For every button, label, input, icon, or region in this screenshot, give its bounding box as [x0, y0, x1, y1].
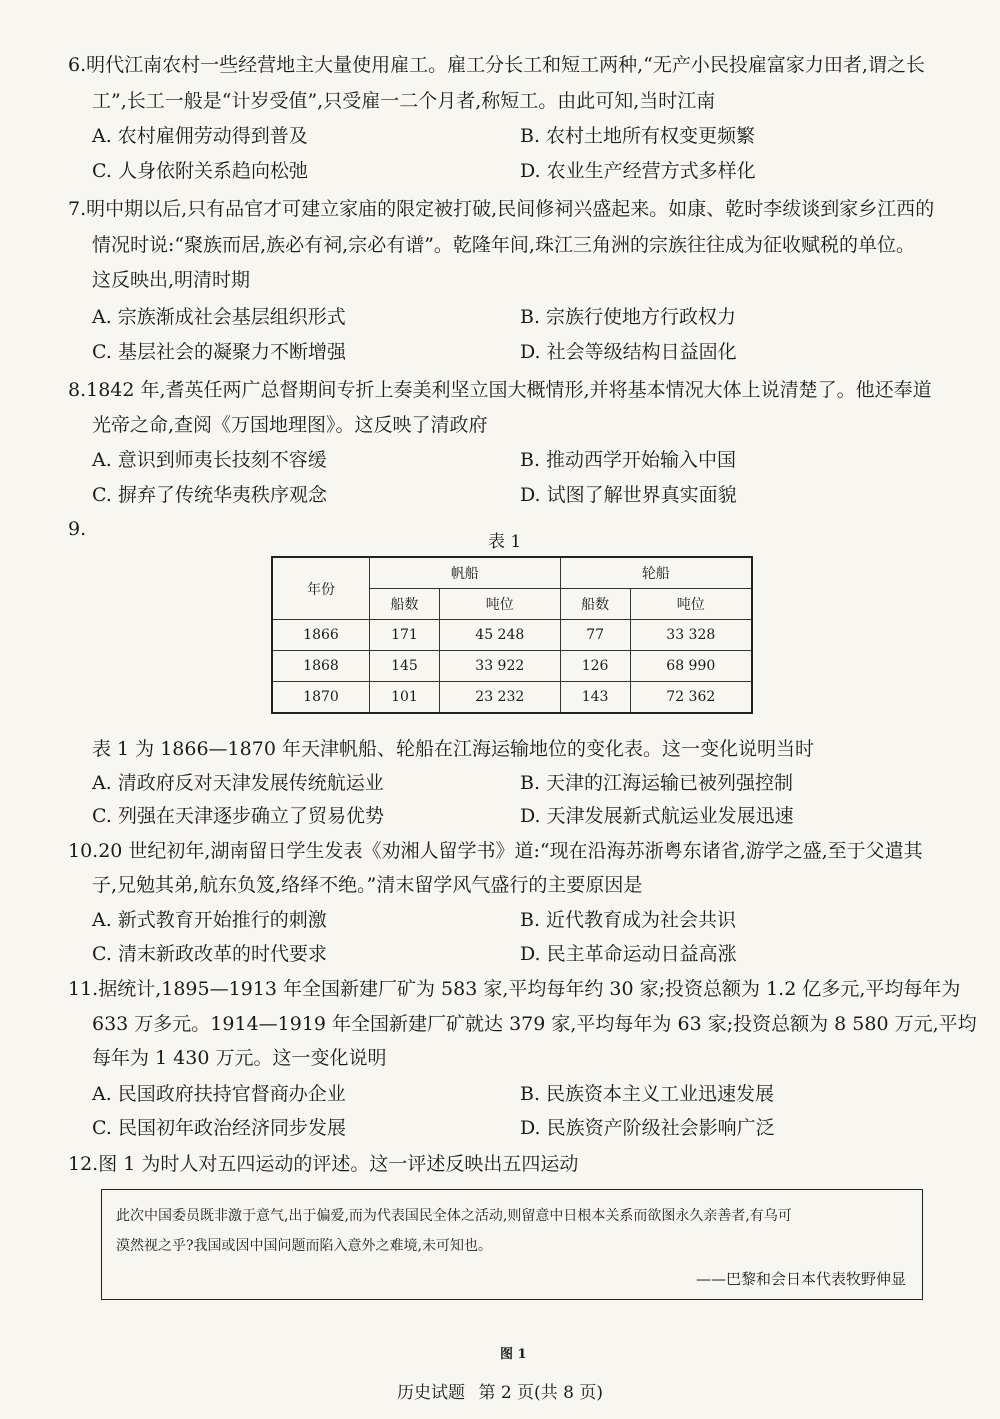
q10-option-c: C. 清末新政改革的时代要求 [92, 943, 327, 965]
q9-option-d: D. 天津发展新式航运业发展迅速 [520, 805, 794, 827]
page-footer [0, 1378, 1000, 1403]
q10-option-a: A. 新式教育开始推行的刺激 [92, 909, 327, 931]
table-cell: 77 [560, 620, 630, 651]
q8-option-c: C. 摒弃了传统华夷秩序观念 [92, 484, 327, 506]
q10-option-d: D. 民主革命运动日益高涨 [520, 943, 737, 965]
q6-stem-line-1: 6.明代江南农村一些经营地主大量使用雇工。雇工分长工和短工两种,“无产小民投雇富家力田者,谓之长 [68, 54, 925, 76]
q10-stem-line-1: 10.20 世纪初年,湖南留日学生发表《劝湘人留学书》道:“现在沿海苏浙粤东诸省,游学之盛,至于父遣其 [68, 840, 923, 862]
table-row [272, 651, 752, 682]
q7-stem-line-1: 7.明中期以后,只有品官才可建立家庙的限定被打破,民间修祠兴盛起来。如康、乾时李绂谈到家乡江西的 [68, 198, 935, 220]
table-cell: 23 232 [439, 682, 560, 714]
table-row [272, 682, 752, 714]
q6-option-a: A. 农村雇佣劳动得到普及 [92, 125, 308, 147]
table-header-sailing: 帆船 [370, 557, 561, 589]
q8-option-a: A. 意识到师夷长技刻不容缓 [92, 449, 327, 471]
q7-option-c: C. 基层社会的凝聚力不断增强 [92, 341, 346, 363]
q7-option-d: D. 社会等级结构日益固化 [520, 341, 737, 363]
figure-1-quote-box [101, 1189, 923, 1300]
q11-option-d: D. 民族资产阶级社会影响广泛 [520, 1117, 775, 1139]
ship-table [271, 556, 753, 714]
footer-page-number: 第 2 页(共 8 页) [478, 1383, 603, 1403]
table-cell: 145 [370, 651, 440, 682]
q11-option-a: A. 民国政府扶持官督商办企业 [92, 1083, 346, 1105]
q11-option-b: B. 民族资本主义工业迅速发展 [520, 1083, 775, 1105]
q9-number: 9. [68, 518, 87, 540]
q6-option-c: C. 人身依附关系趋向松弛 [92, 160, 308, 182]
q11-stem-line-2: 633 万多元。1914—1919 年全国新建厂矿就达 379 家,平均每年为 63 家;投资总额为 8 580 万元,平均 [92, 1013, 977, 1035]
table-header-year: 年份 [272, 557, 370, 620]
quote-line-1: 此次中国委员既非激于意气,出于偏爱,而为代表国民全体之活动,则留意中日根本关系而欲图永久亲善者,有乌可 [116, 1208, 792, 1224]
q12-stem: 12.图 1 为时人对五四运动的评述。这一评述反映出五四运动 [68, 1153, 579, 1175]
table-subheader: 吨位 [630, 589, 752, 620]
table-cell: 171 [370, 620, 440, 651]
table-subheader: 船数 [560, 589, 630, 620]
q7-stem-line-3: 这反映出,明清时期 [92, 269, 251, 291]
q8-option-b: B. 推动西学开始输入中国 [520, 449, 737, 471]
table-cell: 72 362 [630, 682, 752, 714]
table-cell: 68 990 [630, 651, 752, 682]
table-cell: 33 328 [630, 620, 752, 651]
q10-option-b: B. 近代教育成为社会共识 [520, 909, 737, 931]
table-cell: 1866 [272, 620, 370, 651]
q11-stem-line-3: 每年为 1 430 万元。这一变化说明 [92, 1047, 387, 1069]
table-cell: 45 248 [439, 620, 560, 651]
table-title: 表 1 [488, 532, 522, 552]
q6-stem-line-2: 工”,长工一般是“计岁受值”,只受雇一二个月者,称短工。由此可知,当时江南 [92, 90, 716, 112]
q7-option-a: A. 宗族渐成社会基层组织形式 [92, 306, 346, 328]
figure-caption: 图 1 [500, 1347, 527, 1362]
table-row [272, 620, 752, 651]
quote-line-2: 漠然视之乎?我国或因中国问题而陷入意外之难境,未可知也。 [116, 1238, 492, 1254]
q6-option-d: D. 农业生产经营方式多样化 [520, 160, 756, 182]
q7-stem-line-2: 情况时说:“聚族而居,族必有祠,宗必有谱”。乾隆年间,珠江三角洲的宗族往往成为征收赋税的单位。 [92, 234, 915, 256]
q8-stem-line-1: 8.1842 年,耆英任两广总督期间专折上奏美利坚立国大概情形,并将基本情况大体上说清楚了。他还奉道 [68, 379, 932, 401]
table-cell: 101 [370, 682, 440, 714]
q11-option-c: C. 民国初年政治经济同步发展 [92, 1117, 346, 1139]
q9-option-b: B. 天津的江海运输已被列强控制 [520, 772, 794, 794]
table-subheader: 吨位 [439, 589, 560, 620]
table-cell: 143 [560, 682, 630, 714]
table-cell: 126 [560, 651, 630, 682]
q7-option-b: B. 宗族行使地方行政权力 [520, 306, 737, 328]
q8-option-d: D. 试图了解世界真实面貌 [520, 484, 737, 506]
q6-option-b: B. 农村土地所有权变更频繁 [520, 125, 756, 147]
table-cell: 1870 [272, 682, 370, 714]
table-cell: 33 922 [439, 651, 560, 682]
quote-source: ——巴黎和会日本代表牧野伸显 [695, 1270, 906, 1288]
q9-stem: 表 1 为 1866—1870 年天津帆船、轮船在江海运输地位的变化表。这一变化说明当时 [92, 738, 814, 760]
table-subheader: 船数 [370, 589, 440, 620]
footer-subject: 历史试题 [397, 1383, 466, 1403]
q8-stem-line-2: 光帝之命,查阅《万国地理图》。这反映了清政府 [92, 414, 488, 436]
table-header-steam: 轮船 [560, 557, 752, 589]
q9-option-a: A. 清政府反对天津发展传统航运业 [92, 772, 384, 794]
q10-stem-line-2: 子,兄勉其弟,航东负笈,络绎不绝。”清末留学风气盛行的主要原因是 [92, 874, 643, 896]
q9-option-c: C. 列强在天津逐步确立了贸易优势 [92, 805, 384, 827]
q11-stem-line-1: 11.据统计,1895—1913 年全国新建厂矿为 583 家,平均每年约 30 家;投资总额为 1.2 亿多元,平均每年为 [68, 978, 961, 1000]
table-cell: 1868 [272, 651, 370, 682]
